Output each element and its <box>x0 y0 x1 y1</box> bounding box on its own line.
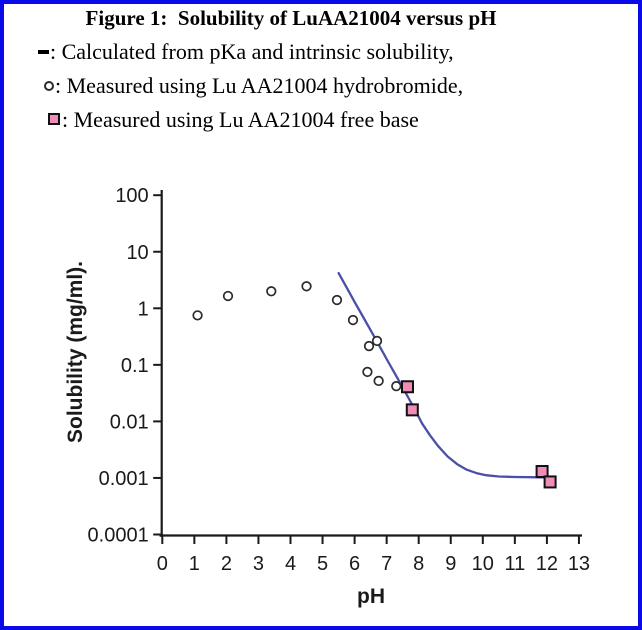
x-tick-label: 8 <box>413 553 425 575</box>
hydrobromide-point <box>333 296 342 305</box>
legend-label-hydrobromide: : Measured using Lu AA21004 hydrobromide, <box>55 73 464 98</box>
hydrobromide-point <box>193 311 202 320</box>
x-tick-label: 9 <box>445 553 457 575</box>
x-tick-label: 3 <box>252 553 265 575</box>
hydrobromide-point <box>374 377 383 386</box>
x-tick-label: 10 <box>471 553 494 575</box>
legend-label-calculated: : Calculated from pKa and intrinsic solubility, <box>50 39 454 64</box>
x-tick-label: 7 <box>381 553 393 575</box>
solubility-chart <box>0 150 642 628</box>
hydrobromide-point <box>349 316 358 325</box>
y-axis-title: Solubility (mg/ml). <box>64 261 87 443</box>
y-tick-label: 0.1 <box>120 354 149 377</box>
legend-row-calculated <box>0 35 642 69</box>
hydrobromide-point <box>373 337 382 346</box>
open-circle-icon <box>44 81 54 91</box>
free-base-point <box>545 476 556 487</box>
figure-header <box>0 6 642 137</box>
legend-row-free-base <box>0 103 642 137</box>
x-tick-label: 13 <box>567 553 591 575</box>
dash-icon <box>38 50 49 54</box>
hydrobromide-point <box>365 342 374 351</box>
figure-title: Figure 1: Solubility of LuAA21004 versus pH <box>85 6 497 30</box>
hydrobromide-point <box>363 368 372 377</box>
hydrobromide-point <box>302 282 311 291</box>
y-tick-label: 0.0001 <box>87 524 149 547</box>
figure-legend <box>0 35 642 137</box>
hydrobromide-point <box>267 287 276 296</box>
y-tick-label: 10 <box>126 241 149 264</box>
x-tick-label: 11 <box>504 553 526 575</box>
x-tick-label: 2 <box>220 553 232 575</box>
pink-square-icon <box>48 113 60 125</box>
y-tick-label: 0.01 <box>109 411 149 434</box>
hydrobromide-point <box>224 292 233 301</box>
free-base-point <box>402 381 413 392</box>
free-base-point <box>407 404 418 415</box>
y-tick-label: 100 <box>115 185 149 208</box>
x-tick-label: 1 <box>188 553 200 575</box>
x-tick-label: 4 <box>284 553 297 575</box>
x-tick-label: 0 <box>156 553 168 575</box>
x-tick-label: 5 <box>316 553 329 575</box>
y-tick-label: 0.001 <box>98 467 149 490</box>
x-tick-label: 6 <box>349 553 361 575</box>
x-tick-label: 12 <box>535 553 559 575</box>
y-tick-label: 1 <box>137 298 149 321</box>
x-axis-title: pH <box>357 585 385 608</box>
legend-row-hydrobromide <box>0 69 642 103</box>
legend-label-free-base: : Measured using Lu AA21004 free base <box>62 107 419 132</box>
hydrobromide-point <box>392 382 401 391</box>
free-base-point <box>537 466 548 477</box>
